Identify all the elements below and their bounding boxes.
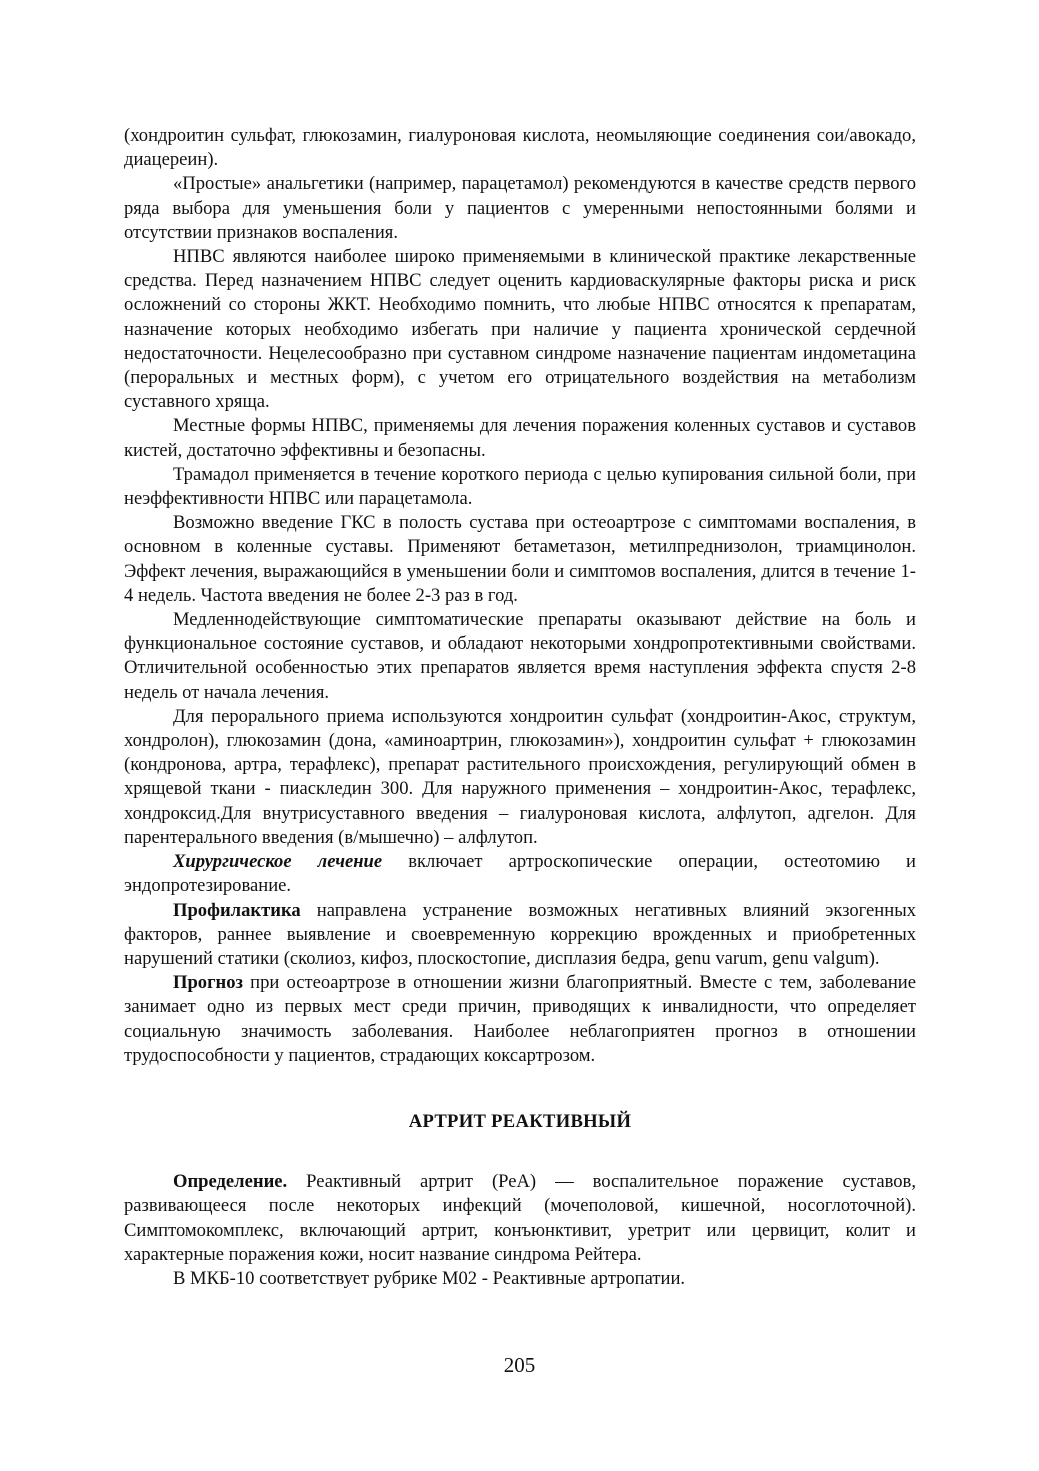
paragraph-text: направлена устранение возможных негативных влияний экзогенных факторов, раннее выявление и своевременную коррекцию врожденных и приобретенных нарушений статики (сколиоз, кифоз, плоскостопие, дисплазия бедра, genu varum, genu valgum). <box>124 899 916 969</box>
paragraph-text: включает артроскопические операции, остеотомию и эндопротезирование. <box>124 851 917 897</box>
paragraph-lead: Прогноз <box>173 972 244 994</box>
paragraph-text: Возможно введение ГКС в полость сустава при остеоартрозе с симптомами воспаления, в основном в коленные суставы. Применяют бетаметазон, метилпреднизолон, триамцинолон. Эффект лечения, выражающийся в уменьшении боли и симптомов воспаления, длится в течение 1-4 недель. Частота введения не более 2-3 раз в год. <box>124 512 916 606</box>
paragraph-simple-analgesics <box>124 172 916 245</box>
paragraph-slow-acting-drugs <box>124 608 916 705</box>
paragraph-text: В МКБ-10 соответствует рубрике М02 - Реактивные артропатии. <box>173 1267 686 1289</box>
paragraph-text: (хондроитин сульфат, глюкозамин, гиалуроновая кислота, неомыляющие соединения сои/авокадо, диацереин). <box>124 125 916 171</box>
paragraph-text: при остеоартрозе в отношении жизни благоприятный. Вместе с тем, заболевание занимает одно из первых мест среди причин, приводящих к инвалидности, что определяет социальную значимость заболевания. Наиболее неблагоприятен прогноз в отношении трудоспособности у пациентов, страдающих коксартрозом. <box>124 972 916 1066</box>
paragraph-text: Местные формы НПВС, применяемы для лечения поражения коленных суставов и суставов кистей, достаточно эффективны и безопасны. <box>124 415 916 461</box>
paragraph-local-nsaids <box>124 414 916 462</box>
paragraph-text: Трамадол применяется в течение короткого периода с целью купирования сильной боли, при неэффективности НПВС или парацетамола. <box>124 463 916 510</box>
page-body <box>124 124 916 1291</box>
paragraph-prevention <box>124 899 916 972</box>
paragraph-lead: Профилактика <box>173 899 301 921</box>
paragraph-icd10 <box>124 1267 916 1291</box>
paragraph-definition <box>124 1170 916 1267</box>
paragraph-lead: Хирургическое лечение <box>173 851 383 873</box>
page-number: 205 <box>503 1353 536 1377</box>
paragraph-surgical-treatment <box>124 850 916 898</box>
paragraph-text: НПВС являются наиболее широко применяемыми в клинической практике лекарственные средства. Перед назначением НПВС следует оценить кардиоваскулярные факторы риска и риск осложнений со стороны ЖКТ. Необходимо помнить, что любые НПВС относятся к препаратам, назначение которых необходимо избегать при наличие у пациента хронической сердечной недостаточности. Нецелесообразно при суставном синдроме назначение пациентам индометацина (пероральных и местных форм), с учетом его отрицательного воздействия на метаболизм суставного хряща. <box>124 246 916 413</box>
paragraph-text: Медленнодействующие симптоматические препараты оказывают действие на боль и функциональное состояние суставов, и обладают некоторыми хондропротективными свойствами. Отличительной особенностью этих препаратов является время наступления эффекта спустя 2-8 недель от начала лечения. <box>124 609 916 703</box>
paragraph-lead: Определение. <box>173 1171 288 1193</box>
section-heading: АРТРИТ РЕАКТИВНЫЙ <box>408 1110 632 1132</box>
paragraph-oral-drugs <box>124 705 916 850</box>
paragraph-text: Для перорального приема используются хондроитин сульфат (хондроитин-Акос, структум, хондролон), глюкозамин (дона, «аминоартрин, глюкозамин»), хондроитин сульфат + глюкозамин (кондронова, артра, терафлекс), препарат растительного происхождения, регулирующий обмен в хрящевой ткани - пиаскледин 300. Для наружного применения – хондроитин-Акос, терафлекс, хондроксид.Для внутрисуставного введения – гиалуроновая кислота, алфлутоп, адгелон. Для парентерального введения (в/мышечно) – алфлутоп. <box>124 705 916 848</box>
paragraph-text: Реактивный артрит (РеА) — воспалительное поражение суставов, развивающееся после некоторых инфекций (мочеполовой, кишечной, носоглоточной). Симптомокомплекс, включающий артрит, конъюнктивит, уретрит или цервицит, колит и характерные поражения кожи, носит название синдрома Рейтера. <box>124 1171 916 1265</box>
paragraph-nsaids <box>124 245 916 414</box>
paragraph-chondroprotector-list <box>124 124 916 172</box>
paragraph-prognosis <box>124 971 916 1068</box>
paragraph-gcs-injection <box>124 511 916 608</box>
paragraph-tramadol <box>124 463 916 511</box>
paragraph-text: «Простые» анальгетики (например, парацетамол) рекомендуются в качестве средств первого ряда выбора для уменьшения боли у пациентов с умеренными непостоянными болями и отсутствии признаков воспаления. <box>124 173 916 243</box>
